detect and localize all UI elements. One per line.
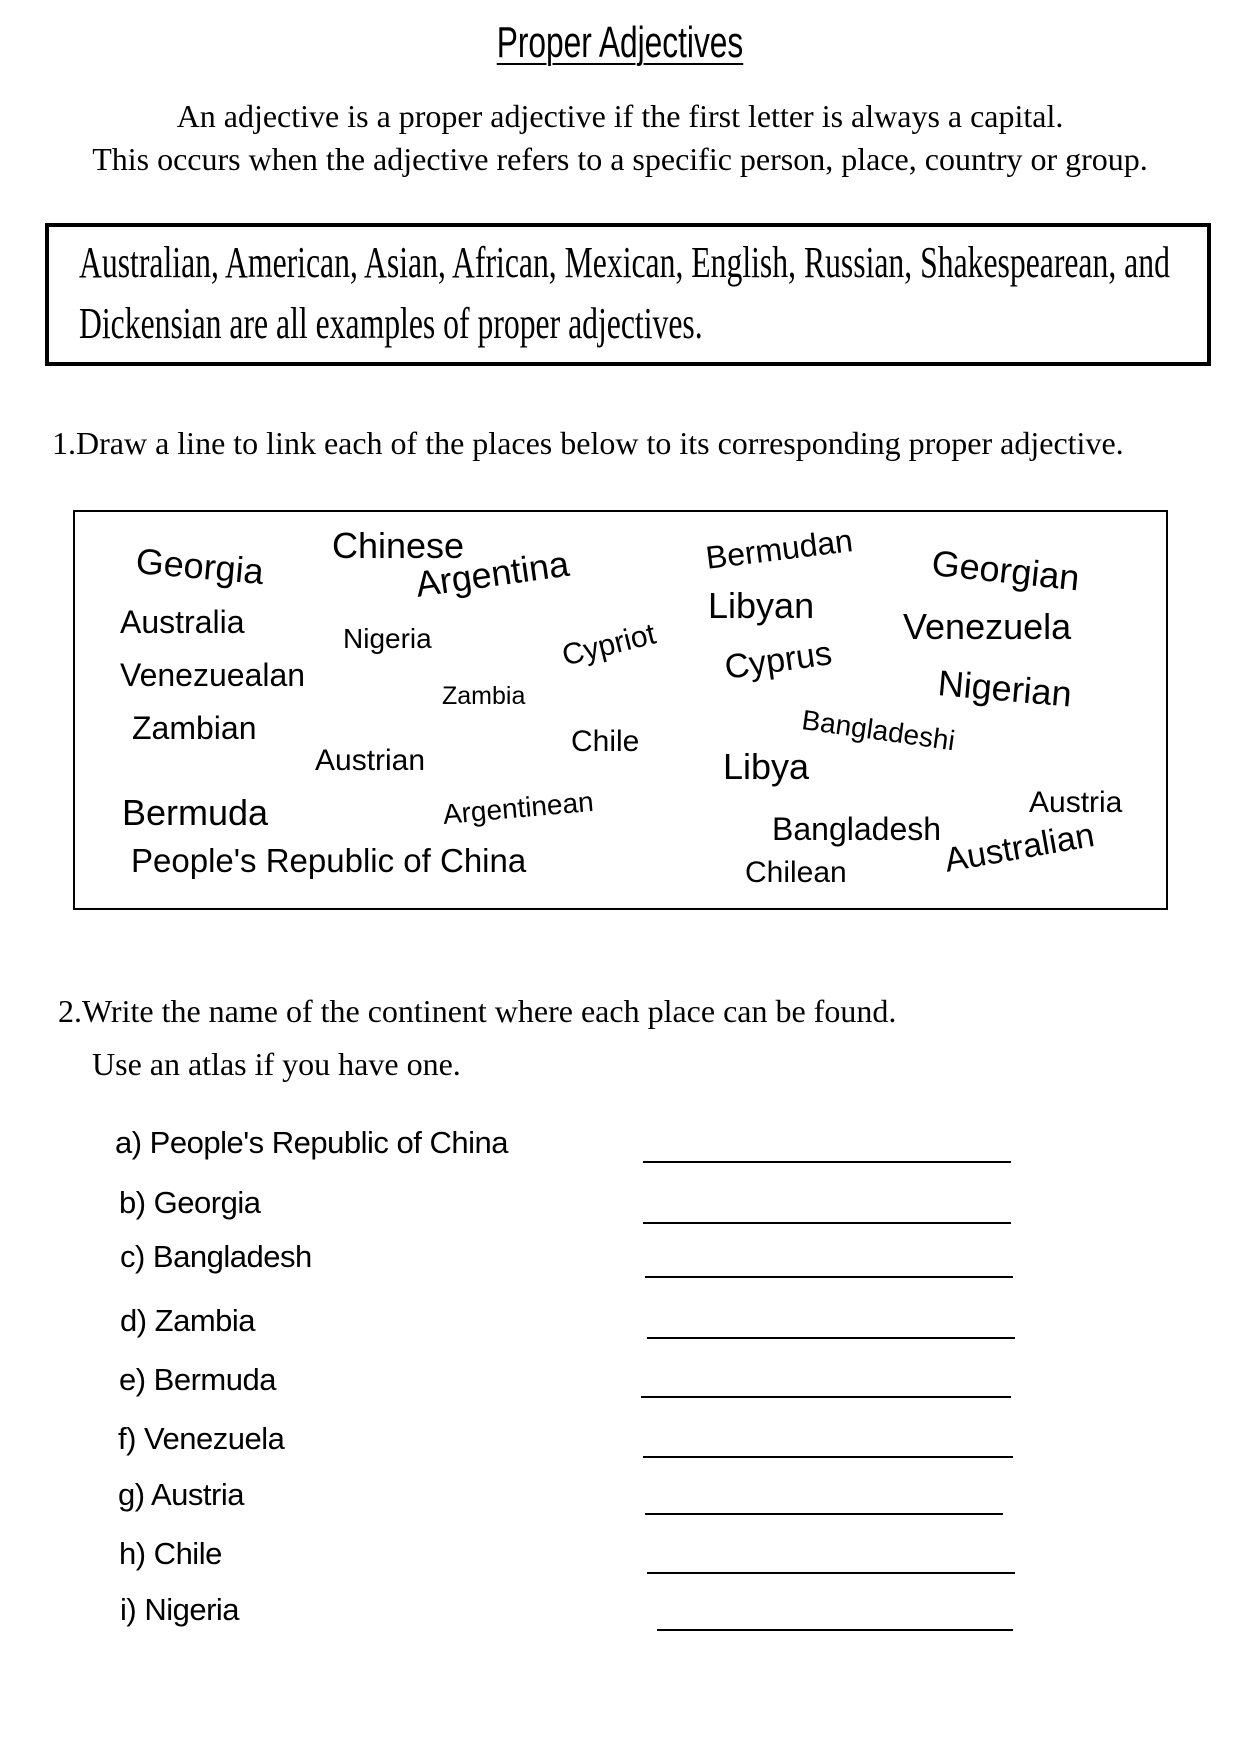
- answer-row: [0, 1239, 1240, 1289]
- word-chilean: Chilean: [745, 856, 847, 889]
- word-venezuela: Venezuela: [903, 606, 1072, 647]
- answer-row: [0, 1303, 1240, 1353]
- word-libyan: Libyan: [708, 585, 815, 626]
- intro-line-2: This occurs when the adjective refers to a specific person, place, country or group.: [92, 141, 1148, 177]
- examples-line-1: Australian, American, Asian, African, Mexican, English, Russian, Shakespearean, and: [79, 238, 1170, 287]
- word-cypriot: Cypriot: [558, 617, 660, 673]
- word-argentina: Argentina: [413, 542, 572, 605]
- word-nigerian: Nigerian: [936, 662, 1074, 715]
- word-bangladesh: Bangladesh: [772, 811, 942, 847]
- answer-row: [0, 1185, 1240, 1235]
- answer-row: [0, 1125, 1240, 1175]
- word-australia: Australia: [120, 604, 245, 640]
- word-chinese: Chinese: [332, 525, 465, 566]
- answer-line[interactable]: [645, 1513, 1003, 1515]
- answer-row: [0, 1536, 1240, 1586]
- answer-line[interactable]: [657, 1629, 1013, 1631]
- place-label: d) Zambia: [120, 1303, 256, 1338]
- word-austrian: Austrian: [315, 744, 426, 777]
- examples-box: [45, 223, 1211, 366]
- place-label: b) Georgia: [119, 1185, 261, 1220]
- place-label: g) Austria: [118, 1477, 244, 1512]
- place-label: h) Chile: [119, 1536, 222, 1571]
- place-label: i) Nigeria: [120, 1592, 240, 1627]
- answer-row: [0, 1421, 1240, 1471]
- word-austria: Austria: [1029, 786, 1123, 819]
- answer-line[interactable]: [643, 1161, 1011, 1163]
- answer-line[interactable]: [643, 1222, 1011, 1224]
- question-2-hint: Use an atlas if you have one.: [92, 1046, 461, 1082]
- word-chile: Chile: [571, 725, 640, 758]
- examples-line-2: Dickensian are all examples of proper adjectives.: [79, 299, 703, 348]
- answer-line[interactable]: [645, 1276, 1013, 1278]
- word-georgia: Georgia: [134, 540, 266, 593]
- question-2-instruction: 2.Write the name of the continent where each place can be found.: [58, 993, 897, 1029]
- place-label: e) Bermuda: [119, 1362, 276, 1397]
- word-zambia: Zambia: [442, 682, 526, 710]
- word-zambian: Zambian: [132, 710, 257, 746]
- place-label: a) People's Republic of China: [115, 1125, 508, 1160]
- word-nigeria: Nigeria: [343, 623, 432, 654]
- word-bank-box: [73, 510, 1168, 910]
- answer-line[interactable]: [647, 1572, 1015, 1574]
- answer-line[interactable]: [641, 1396, 1011, 1398]
- word-venezuealan: Venezuealan: [120, 657, 306, 693]
- word-bermudan: Bermudan: [703, 522, 855, 576]
- answer-line[interactable]: [643, 1456, 1013, 1458]
- intro-line-1: An adjective is a proper adjective if the first letter is always a capital.: [176, 98, 1064, 134]
- place-label: f) Venezuela: [118, 1421, 285, 1456]
- page-title: Proper Adjectives: [496, 18, 744, 67]
- answer-row: [0, 1477, 1240, 1527]
- answer-line[interactable]: [647, 1337, 1015, 1339]
- word-peoples-republic-of-china: People's Republic of China: [131, 842, 527, 879]
- answer-row: [0, 1362, 1240, 1412]
- word-bermuda: Bermuda: [122, 792, 269, 833]
- word-argentinean: Argentinean: [441, 785, 595, 830]
- answer-row: [0, 1592, 1240, 1642]
- word-australian: Australian: [941, 816, 1098, 880]
- word-georgian: Georgian: [929, 542, 1082, 599]
- word-cyprus: Cyprus: [722, 634, 835, 687]
- question-1-instruction: 1.Draw a line to link each of the places below to its corresponding proper adjective.: [52, 425, 1124, 461]
- place-label: c) Bangladesh: [120, 1239, 312, 1274]
- word-bangladeshi: Bangladeshi: [799, 704, 957, 757]
- word-libya: Libya: [723, 746, 810, 787]
